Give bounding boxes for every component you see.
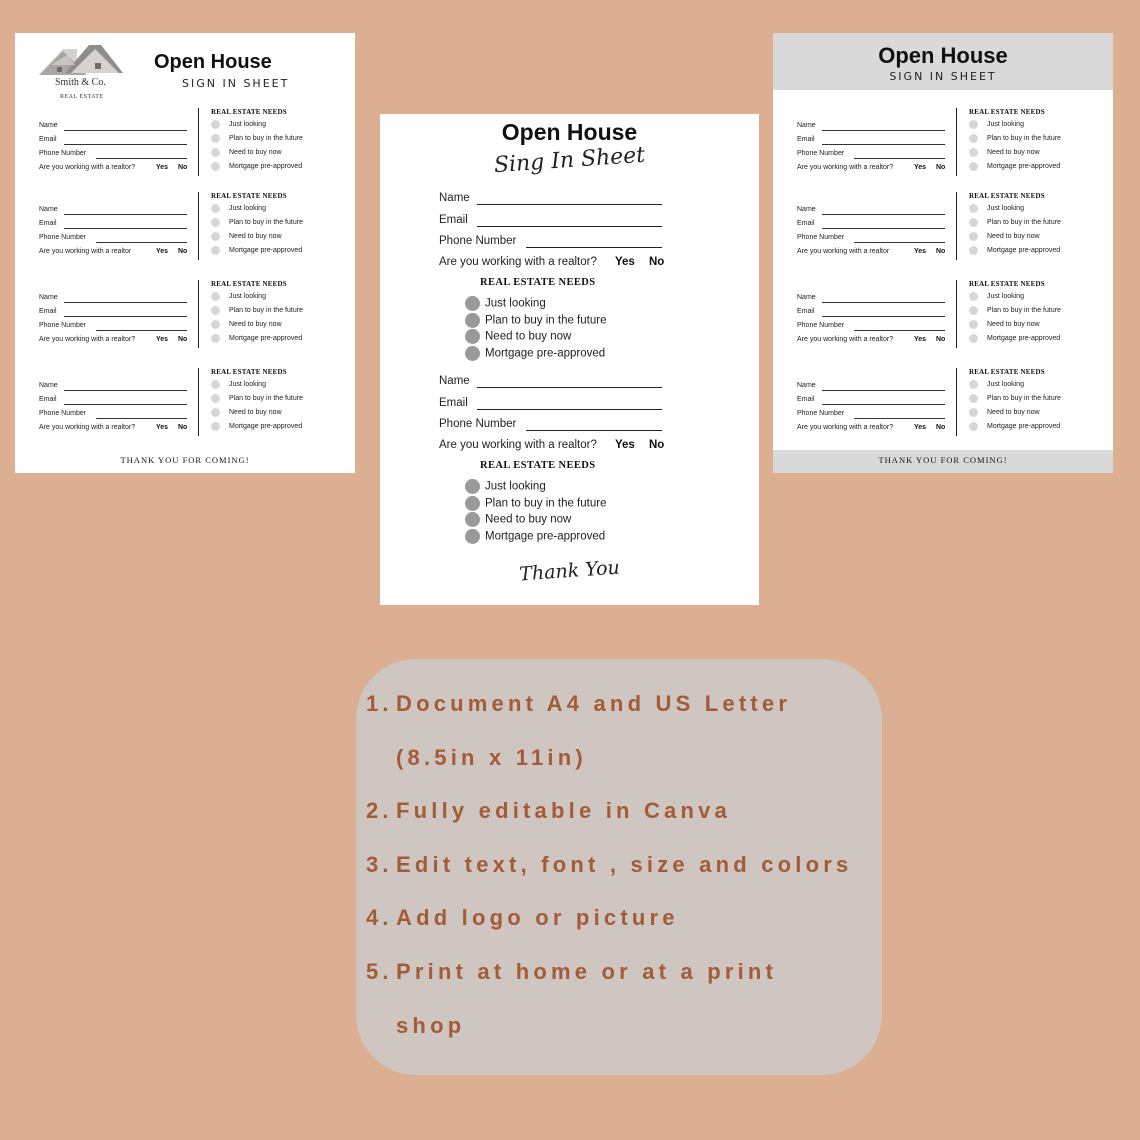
house-roof-icon: [37, 41, 125, 77]
feature-number: 4.: [366, 905, 393, 931]
phone-number-label: Phone Number: [39, 150, 87, 157]
divider: [198, 108, 199, 176]
option-plan-to-buy-future[interactable]: [969, 218, 1061, 227]
option-mortgage-pre-approved[interactable]: [969, 422, 1060, 431]
option-plan-to-buy-future[interactable]: [969, 306, 1061, 315]
radio-circle-icon[interactable]: [465, 346, 480, 361]
name-line[interactable]: [477, 204, 662, 205]
email-label: Email: [797, 220, 815, 227]
no-option[interactable]: No: [178, 164, 188, 171]
email-label: Email: [439, 396, 468, 409]
radio-circle-icon[interactable]: [969, 306, 978, 315]
option-label: Just looking: [229, 381, 266, 388]
radio-circle-icon[interactable]: [465, 313, 480, 328]
email-line[interactable]: [822, 404, 945, 405]
option-label: Need to buy now: [987, 233, 1040, 240]
option-label: Plan to buy in the future: [229, 219, 303, 226]
divider: [198, 368, 199, 436]
yes-option[interactable]: Yes: [914, 248, 927, 255]
option-label: Plan to buy in the future: [485, 497, 607, 510]
option-label: Plan to buy in the future: [987, 135, 1061, 142]
no-option[interactable]: No: [936, 336, 946, 343]
option-mortgage-pre-approved[interactable]: [211, 162, 302, 171]
divider: [956, 108, 957, 176]
option-label: Just looking: [987, 293, 1024, 300]
phone-number-label: Phone Number: [439, 235, 517, 247]
phone-number-label: Phone Number: [39, 410, 87, 417]
feature-text: (8.5in x 11in): [396, 744, 587, 770]
option-need-to-buy-now[interactable]: [211, 408, 282, 417]
radio-circle-icon[interactable]: [465, 512, 480, 527]
option-label: Plan to buy in the future: [987, 219, 1061, 226]
right-sign-in-sheet: [773, 33, 1113, 473]
name-label: Name: [439, 375, 470, 387]
phone-number-line[interactable]: [854, 418, 945, 419]
needs-heading: REAL ESTATE NEEDS: [211, 192, 287, 200]
phone-number-line[interactable]: [854, 242, 945, 243]
sheet-subtitle: SIGN IN SHEET: [182, 77, 290, 90]
option-need-to-buy-now[interactable]: [465, 512, 571, 527]
no-option[interactable]: No: [178, 424, 188, 431]
sheet-title: Open House: [501, 119, 638, 145]
needs-heading: REAL ESTATE NEEDS: [969, 192, 1045, 200]
left-sign-in-sheet: [15, 33, 355, 473]
feature-item-4: [366, 905, 679, 931]
email-label: Email: [439, 213, 468, 226]
radio-circle-icon[interactable]: [211, 134, 220, 143]
radio-circle-icon[interactable]: [211, 218, 220, 227]
needs-heading: REAL ESTATE NEEDS: [211, 108, 287, 116]
feature-text: Fully editable in Canva: [396, 798, 731, 824]
radio-circle-icon[interactable]: [211, 162, 220, 171]
name-label: Name: [797, 206, 816, 213]
option-just-looking[interactable]: [969, 380, 1024, 389]
feature-text: Edit text, font , size and colors: [396, 851, 853, 877]
feature-text: shop: [396, 1012, 466, 1038]
option-plan-to-buy-future[interactable]: [211, 134, 303, 143]
radio-circle-icon[interactable]: [969, 218, 978, 227]
thank-you-script: Thank You: [518, 556, 621, 586]
phone-number-label: Phone Number: [797, 322, 845, 329]
radio-circle-icon[interactable]: [211, 204, 220, 213]
option-mortgage-pre-approved[interactable]: [211, 334, 302, 343]
option-label: Mortgage pre-approved: [987, 163, 1061, 170]
needs-heading: REAL ESTATE NEEDS: [480, 460, 596, 471]
feature-text: Add logo or picture: [396, 905, 679, 931]
feature-text: Print at home or at a print: [396, 959, 778, 984]
name-line[interactable]: [64, 214, 187, 215]
option-label: Just looking: [987, 205, 1024, 212]
feature-number: 5.: [366, 959, 393, 984]
sheet-title: Open House: [154, 51, 272, 73]
divider: [956, 192, 957, 260]
no-option[interactable]: No: [936, 164, 946, 171]
option-need-to-buy-now[interactable]: [211, 232, 282, 241]
name-label: Name: [439, 192, 470, 204]
email-label: Email: [797, 136, 815, 143]
option-label: Plan to buy in the future: [485, 314, 607, 327]
realtor-question: Are you working with a realtor?: [797, 164, 894, 171]
option-label: Just looking: [229, 121, 266, 128]
option-label: Mortgage pre-approved: [987, 335, 1061, 342]
email-line[interactable]: [477, 409, 662, 410]
radio-circle-icon[interactable]: [211, 232, 220, 241]
email-line[interactable]: [822, 228, 945, 229]
realtor-question: Are you working with a realtor?: [439, 439, 597, 451]
feature-item-3: [366, 852, 852, 878]
radio-circle-icon[interactable]: [211, 306, 220, 315]
option-label: Mortgage pre-approved: [987, 247, 1061, 254]
feature-item-5-cont: [366, 1013, 465, 1039]
phone-number-line[interactable]: [854, 330, 945, 331]
phone-number-line[interactable]: [854, 158, 945, 159]
name-label: Name: [797, 294, 816, 301]
option-label: Mortgage pre-approved: [987, 423, 1061, 430]
name-label: Name: [797, 122, 816, 129]
option-label: Plan to buy in the future: [987, 307, 1061, 314]
radio-circle-icon[interactable]: [969, 148, 978, 157]
option-label: Need to buy now: [229, 321, 282, 328]
yes-option[interactable]: Yes: [156, 164, 169, 171]
no-option[interactable]: No: [649, 439, 665, 451]
option-mortgage-pre-approved[interactable]: [465, 529, 605, 544]
email-label: Email: [797, 396, 815, 403]
needs-heading: REAL ESTATE NEEDS: [969, 108, 1045, 116]
middle-sign-in-sheet: [380, 114, 759, 605]
radio-circle-icon[interactable]: [969, 134, 978, 143]
phone-number-label: Phone Number: [797, 234, 845, 241]
option-mortgage-pre-approved[interactable]: [211, 246, 302, 255]
yes-option[interactable]: Yes: [615, 439, 635, 451]
radio-circle-icon[interactable]: [465, 329, 480, 344]
radio-circle-icon[interactable]: [969, 204, 978, 213]
yes-option[interactable]: Yes: [156, 336, 169, 343]
email-line[interactable]: [822, 316, 945, 317]
option-label: Just looking: [987, 121, 1024, 128]
email-label: Email: [39, 308, 57, 315]
feature-list-card: [356, 659, 882, 1075]
option-just-looking[interactable]: [969, 120, 1024, 129]
brand-name: Smith & Co.: [55, 77, 106, 88]
radio-circle-icon[interactable]: [969, 120, 978, 129]
yes-option[interactable]: Yes: [914, 424, 927, 431]
option-just-looking[interactable]: [969, 292, 1024, 301]
phone-number-label: Phone Number: [39, 322, 87, 329]
email-line[interactable]: [64, 316, 187, 317]
option-label: Mortgage pre-approved: [485, 347, 606, 360]
realtor-question: Are you working with a realtor?: [39, 424, 136, 431]
feature-item-1-cont: [366, 745, 587, 771]
divider: [198, 192, 199, 260]
name-label: Name: [39, 382, 58, 389]
divider: [956, 280, 957, 348]
yes-option[interactable]: Yes: [156, 248, 169, 255]
email-label: Email: [39, 136, 57, 143]
option-label: Mortgage pre-approved: [229, 423, 303, 430]
no-option[interactable]: No: [936, 248, 946, 255]
needs-heading: REAL ESTATE NEEDS: [969, 280, 1045, 288]
radio-circle-icon[interactable]: [969, 334, 978, 343]
option-plan-to-buy-future[interactable]: [211, 394, 303, 403]
radio-circle-icon[interactable]: [969, 380, 978, 389]
radio-circle-icon[interactable]: [969, 292, 978, 301]
name-label: Name: [39, 294, 58, 301]
sheet-subtitle: SIGN IN SHEET: [889, 70, 997, 83]
option-need-to-buy-now[interactable]: [969, 232, 1040, 241]
radio-circle-icon[interactable]: [969, 422, 978, 431]
no-option[interactable]: No: [936, 424, 946, 431]
realtor-question: Are you working with a realtor?: [439, 256, 597, 268]
option-mortgage-pre-approved[interactable]: [211, 422, 302, 431]
sheet-footer: THANK YOU FOR COMING!: [120, 455, 250, 465]
name-label: Name: [39, 206, 58, 213]
option-label: Need to buy now: [229, 409, 282, 416]
phone-number-label: Phone Number: [439, 418, 517, 430]
realtor-question: Are you working with a realtor?: [797, 336, 894, 343]
no-option[interactable]: No: [649, 256, 665, 268]
name-line[interactable]: [64, 390, 187, 391]
radio-circle-icon[interactable]: [211, 422, 220, 431]
option-just-looking[interactable]: [211, 292, 266, 301]
phone-number-line[interactable]: [526, 430, 662, 431]
radio-circle-icon[interactable]: [465, 529, 480, 544]
radio-circle-icon[interactable]: [211, 380, 220, 389]
name-line[interactable]: [822, 302, 945, 303]
radio-circle-icon[interactable]: [969, 246, 978, 255]
option-just-looking[interactable]: [465, 296, 546, 311]
radio-circle-icon[interactable]: [211, 292, 220, 301]
option-label: Need to buy now: [987, 149, 1040, 156]
radio-circle-icon[interactable]: [465, 479, 480, 494]
option-plan-to-buy-future[interactable]: [465, 496, 606, 511]
radio-circle-icon[interactable]: [211, 334, 220, 343]
divider: [198, 280, 199, 348]
realtor-question: Are you working with a realtor: [39, 248, 132, 255]
yes-option[interactable]: Yes: [914, 164, 927, 171]
radio-circle-icon[interactable]: [969, 162, 978, 171]
option-just-looking[interactable]: [969, 204, 1024, 213]
option-mortgage-pre-approved[interactable]: [969, 246, 1060, 255]
option-label: Need to buy now: [485, 330, 572, 343]
email-line[interactable]: [477, 226, 662, 227]
radio-circle-icon[interactable]: [211, 394, 220, 403]
option-label: Just looking: [229, 205, 266, 212]
name-line[interactable]: [822, 130, 945, 131]
name-line[interactable]: [822, 214, 945, 215]
sheet-footer: THANK YOU FOR COMING!: [878, 455, 1008, 465]
phone-number-line[interactable]: [96, 418, 187, 419]
option-label: Mortgage pre-approved: [229, 247, 303, 254]
option-label: Need to buy now: [987, 321, 1040, 328]
option-need-to-buy-now[interactable]: [969, 408, 1040, 417]
email-label: Email: [797, 308, 815, 315]
radio-circle-icon[interactable]: [211, 148, 220, 157]
yes-option[interactable]: Yes: [156, 424, 169, 431]
option-just-looking[interactable]: [211, 380, 266, 389]
option-label: Need to buy now: [485, 513, 572, 526]
feature-number: 2.: [366, 798, 393, 824]
phone-number-line[interactable]: [526, 247, 662, 248]
option-just-looking[interactable]: [465, 479, 546, 494]
phone-number-line[interactable]: [96, 158, 187, 159]
option-need-to-buy-now[interactable]: [211, 320, 282, 329]
radio-circle-icon[interactable]: [969, 408, 978, 417]
option-plan-to-buy-future[interactable]: [211, 218, 303, 227]
option-label: Need to buy now: [987, 409, 1040, 416]
radio-circle-icon[interactable]: [969, 232, 978, 241]
realtor-question: Are you working with a realtor: [797, 248, 890, 255]
feature-item-2: [366, 798, 731, 824]
needs-heading: REAL ESTATE NEEDS: [969, 368, 1045, 376]
radio-circle-icon[interactable]: [969, 320, 978, 329]
option-mortgage-pre-approved[interactable]: [969, 162, 1060, 171]
feature-item-1: [366, 691, 791, 717]
no-option[interactable]: No: [178, 336, 188, 343]
name-line[interactable]: [64, 130, 187, 131]
option-label: Plan to buy in the future: [229, 395, 303, 402]
option-mortgage-pre-approved[interactable]: [969, 334, 1060, 343]
realtor-question: Are you working with a realtor?: [39, 164, 136, 171]
option-plan-to-buy-future[interactable]: [969, 134, 1061, 143]
option-plan-to-buy-future[interactable]: [211, 306, 303, 315]
option-label: Plan to buy in the future: [987, 395, 1061, 402]
yes-option[interactable]: Yes: [914, 336, 927, 343]
option-label: Need to buy now: [229, 149, 282, 156]
name-line[interactable]: [822, 390, 945, 391]
phone-number-label: Phone Number: [39, 234, 87, 241]
name-label: Name: [797, 382, 816, 389]
option-label: Just looking: [229, 293, 266, 300]
feature-text: Document A4 and US Letter: [396, 691, 792, 716]
radio-circle-icon[interactable]: [969, 394, 978, 403]
email-line[interactable]: [822, 144, 945, 145]
radio-circle-icon[interactable]: [211, 246, 220, 255]
option-need-to-buy-now[interactable]: [211, 148, 282, 157]
option-label: Plan to buy in the future: [229, 307, 303, 314]
option-need-to-buy-now[interactable]: [969, 320, 1040, 329]
name-label: Name: [39, 122, 58, 129]
option-label: Just looking: [485, 480, 546, 493]
phone-number-line[interactable]: [96, 242, 187, 243]
email-label: Email: [39, 220, 57, 227]
email-line[interactable]: [64, 228, 187, 229]
option-just-looking[interactable]: [211, 120, 266, 129]
option-just-looking[interactable]: [211, 204, 266, 213]
needs-heading: REAL ESTATE NEEDS: [211, 368, 287, 376]
option-label: Just looking: [485, 297, 546, 310]
option-label: Mortgage pre-approved: [229, 163, 303, 170]
option-mortgage-pre-approved[interactable]: [465, 346, 605, 361]
needs-heading: REAL ESTATE NEEDS: [480, 277, 596, 288]
email-label: Email: [39, 396, 57, 403]
needs-heading: REAL ESTATE NEEDS: [211, 280, 287, 288]
radio-circle-icon[interactable]: [211, 120, 220, 129]
divider: [956, 368, 957, 436]
option-label: Need to buy now: [229, 233, 282, 240]
feature-item-5: [366, 959, 777, 985]
feature-number: 1.: [366, 691, 393, 716]
option-need-to-buy-now[interactable]: [969, 148, 1040, 157]
yes-option[interactable]: Yes: [615, 256, 635, 268]
radio-circle-icon[interactable]: [465, 496, 480, 511]
no-option[interactable]: No: [178, 248, 188, 255]
option-plan-to-buy-future[interactable]: [969, 394, 1061, 403]
radio-circle-icon[interactable]: [211, 408, 220, 417]
script-subtitle: Sing In Sheet: [493, 142, 646, 179]
option-need-to-buy-now[interactable]: [465, 329, 571, 344]
option-label: Mortgage pre-approved: [229, 335, 303, 342]
option-plan-to-buy-future[interactable]: [465, 313, 606, 328]
phone-number-label: Phone Number: [797, 410, 845, 417]
phone-number-label: Phone Number: [797, 150, 845, 157]
feature-number: 3.: [366, 851, 393, 877]
name-line[interactable]: [477, 387, 662, 388]
realtor-question: Are you working with a realtor?: [39, 336, 136, 343]
option-label: Mortgage pre-approved: [485, 530, 606, 543]
realtor-question: Are you working with a realtor?: [797, 424, 894, 431]
option-label: Just looking: [987, 381, 1024, 388]
name-line[interactable]: [64, 302, 187, 303]
radio-circle-icon[interactable]: [465, 296, 480, 311]
option-label: Plan to buy in the future: [229, 135, 303, 142]
email-line[interactable]: [64, 144, 187, 145]
sheet-title: Open House: [878, 43, 1008, 68]
phone-number-line[interactable]: [96, 330, 187, 331]
email-line[interactable]: [64, 404, 187, 405]
radio-circle-icon[interactable]: [211, 320, 220, 329]
brand-tagline: REAL ESTATE: [60, 94, 104, 100]
